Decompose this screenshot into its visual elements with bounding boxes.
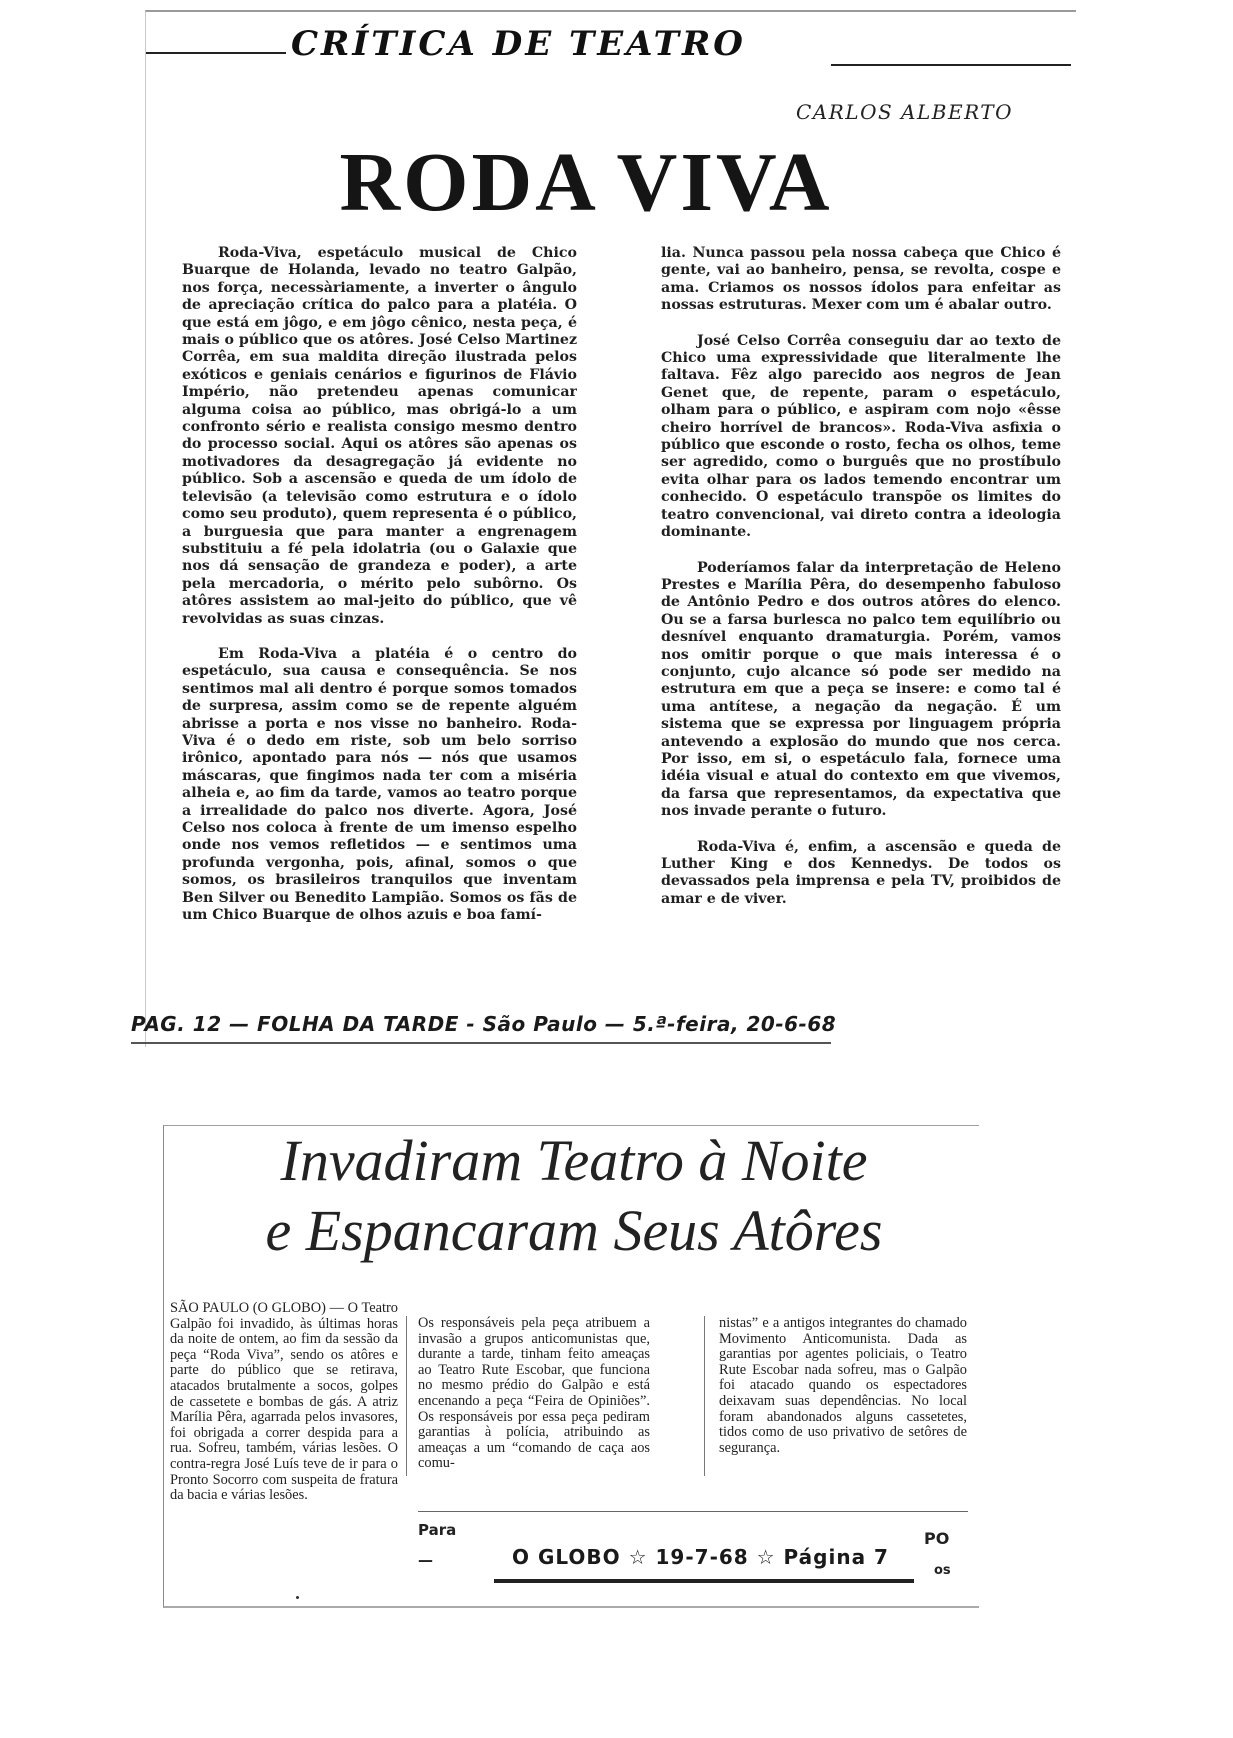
article-column-2: [418, 1316, 650, 1472]
headline-line-1: Invadiram Teatro à Noite: [280, 1128, 868, 1193]
article-column-1: [182, 245, 577, 990]
section-header: [146, 18, 1076, 64]
section-label: CRÍTICA DE TEATRO: [291, 24, 746, 64]
paragraph: Em Roda-Viva a platéia é o centro do espetáculo, sua causa e consequência. Se nos sentimos mal ali dentro é porque somos tomados de surpresa, assim como se de repente alguém abrisse a porta e nos visse no banheiro. Roda-Viva é o dedo em riste, sob um belo sorriso irônico, apontado para nós — nós que usamos máscaras, que fingimos nada ter com a miséria alheia e, ao fim da tarde, vamos ao teatro porque a irrealidade do palco nos diverte. Agora, José Celso nos coloca à frente de um imenso espelho onde nos vemos refletidos — e sentimos uma profunda vergonha, pois, afinal, somos o que somos, os brasileiros tranquilos que inventam Ben Silver ou Benedito Lampião. Somos os fãs de um Chico Buarque de olhos azuis e boa famí-: [182, 645, 577, 924]
paragraph: Roda-Viva é, enfim, a ascensão e queda de Luther King e dos Kennedys. De todos os devassados pela imprensa e pela TV, proibidos de amar e de viver.: [661, 838, 1061, 907]
paragraph: José Celso Corrêa conseguiu dar ao texto de Chico uma expressividade que literalmente lhe faltava. Fêz algo parecido aos negros de Jean Genet que, de repente, param o espetáculo, olham para o público, e aspiram com nojo «êsse cheiro horrível de brancos». Roda-Viva asfixia o público que esconde o rosto, fecha os olhos, teme ser agredido, como o burguês que no prostíbulo evita olhar para os lados temendo encontrar um conhecido. O espetáculo transpõe os limites do teatro convencional, vai direto contra a ideologia dominante.: [661, 332, 1061, 541]
paragraph: SÃO PAULO (O GLOBO) — O Teatro Galpão foi invadido, às últimas horas da noite de ontem, ao fim da sessão da peça “Roda Viva”, sendo os atôres e parte do público que se retirava, atacados brutalmente a socos, golpes de cassetete e bombas de gás. A atriz Marília Pêra, agarrada pelos invasores, foi obrigada a correr despida para a rua. Sofreu, também, várias lesões. O contra-regra José Luís teve de ir para o Pronto Socorro com suspeita de fratura da bacia e várias lesões.: [170, 1300, 398, 1504]
truncated-text-right-2: os: [934, 1563, 951, 1578]
footer-rule: [131, 1042, 831, 1044]
clipping-folha-da-tarde: [131, 10, 1076, 1047]
article-headline: [184, 1126, 964, 1266]
article-headline: RODA VIVA: [339, 136, 833, 229]
paragraph: Os responsáveis pela peça atribuem a invasão a grupos anticomunistas que, durante a tarde, tinham feito ameaças ao Teatro Rute Escobar, que funciona no mesmo prédio do Galpão e está encenando a peça “Feira de Opiniões”. Os responsáveis por essa peça pediram garantias à polícia, atribuindo as ameaças a um “comando de caça aos comu-: [418, 1315, 650, 1472]
paragraph: nistas” e a antigos integrantes do chamado Movimento Anticomunista. Dada as garantias por agentes policiais, o Teatro Rute Escobar nada sofreu, mas o Galpão foi atacado quando os espectadores deixavam suas dependências. No local foram abandonados alguns cassetetes, tidos como de uso privativo de setôres de segurança.: [719, 1315, 967, 1456]
clipping-o-globo: [163, 1125, 979, 1608]
ink-dot: [296, 1596, 299, 1599]
footer-rule: [494, 1579, 914, 1583]
header-rule-left: [146, 52, 286, 54]
header-rule-right: [831, 64, 1071, 66]
page-footer: [492, 1531, 922, 1591]
column-divider: [704, 1316, 705, 1476]
truncated-text-right: PO: [924, 1529, 950, 1548]
article-column-2: [661, 245, 1061, 1005]
paragraph: Poderíamos falar da interpretação de Heleno Prestes e Marília Pêra, do desempenho fabuloso de Antônio Pedro e dos outros atôres do elenco. Ou se a farsa burlesca no palco tem equilíbrio ou desnível enquanto dramaturgia. Porém, vamos nos omitir porque o que mais interessa é o conjunto, cujo alcance só pode ser medido na estrutura em que a peça se insere: e como tal é uma antítese, a negação da negação. É um sistema que se expressa por linguagem própria antevendo a explosão do mundo que nos cerca. Por isso, em si, o espetáculo fala, fornece uma idéia visual e atual do contexto em que vivemos, da farsa que representamos, da expectativa que nos invade perante o futuro.: [661, 559, 1061, 820]
paragraph: Roda-Viva, espetáculo musical de Chico Buarque de Holanda, levado no teatro Galpão, nos força, necessàriamente, a inverter o ângulo de apreciação crítica do palco para a platéia. O que está em jôgo, e em jôgo cênico, nesta peça, é mais o público que os atôres. José Celso Martinez Corrêa, em sua maldita direção ilustrada pelos exóticos e geniais cenários e figurinos de Flávio Império, não pretendeu apenas comunicar alguma coisa ao público, mas obrigá-lo a um confronto sério e realista consigo mesmo dentro do processo social. Aqui os atôres são apenas os motivadores da desagregação já evidente no público. Sob a ascensão e queda de um ídolo de televisão (a televisão como estrutura e o ídolo como seu produto), quem representa é o público, a burguesia que para manter a engrenagem substituiu a fé pela idolatria (ou o Galaxie que nos dá sensação de grandeza e poder), a arte pela mercadoria, o mérito pelo subôrno. Os atôres assistem ao mal-jeito do público, que vê revolvidas as suas cinzas.: [182, 245, 577, 627]
page-footer: PAG. 12 — FOLHA DA TARDE - São Paulo — 5.ª-feira, 20-6-68: [131, 1012, 837, 1036]
truncated-text: Para: [418, 1521, 457, 1539]
column-divider: [406, 1316, 407, 1476]
article-column-3: [719, 1316, 967, 1456]
headline-line-2: e Espancaram Seus Atôres: [265, 1198, 883, 1263]
byline: CARLOS ALBERTO: [796, 100, 1014, 124]
paragraph: lia. Nunca passou pela nossa cabeça que Chico é gente, vai ao banheiro, pensa, se revolta, cospe e ama. Criamos os nossos ídolos para enfeitar as nossas estruturas. Mexer com um é abalar outro.: [661, 245, 1061, 314]
footer-text: O GLOBO ☆ 19-7-68 ☆ Página 7: [512, 1545, 889, 1569]
section-rule: [418, 1511, 968, 1512]
article-column-1: [170, 1301, 398, 1504]
truncated-dash: —: [418, 1551, 433, 1569]
